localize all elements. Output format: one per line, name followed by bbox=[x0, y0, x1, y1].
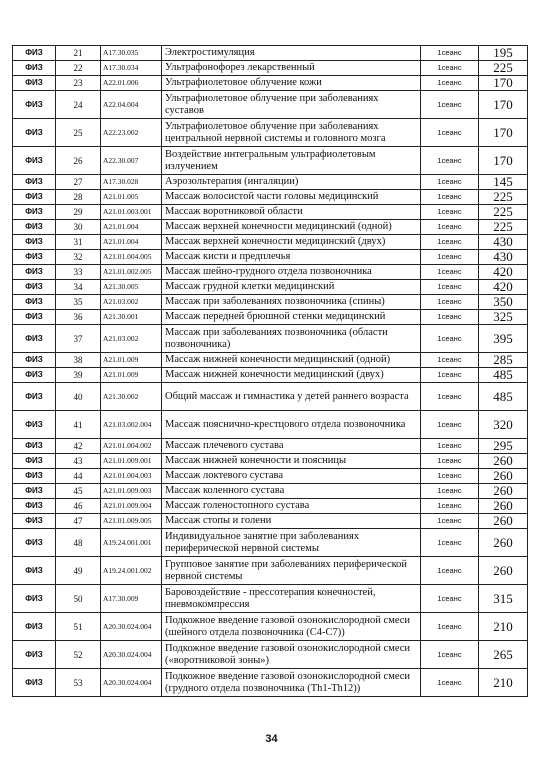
price-cell: 225 bbox=[479, 220, 528, 235]
service-name-cell: Массаж голеностопного сустава bbox=[162, 499, 421, 514]
category-cell: ФИЗ bbox=[13, 585, 56, 613]
service-code-cell: A21.03.002 bbox=[101, 295, 162, 310]
category-cell: ФИЗ bbox=[13, 250, 56, 265]
service-name-cell: Массаж нижней конечности медицинский (двух) bbox=[162, 368, 421, 383]
price-cell: 260 bbox=[479, 484, 528, 499]
price-cell: 225 bbox=[479, 190, 528, 205]
row-number-cell: 42 bbox=[56, 439, 101, 454]
table-row bbox=[13, 514, 528, 529]
service-name-cell: Ультрафиолетовое облучение при заболеваниях центральной нервной системы и головного мозга bbox=[162, 119, 421, 147]
unit-cell: 1сеанс bbox=[421, 529, 479, 557]
service-code-cell: A21.01.009 bbox=[101, 368, 162, 383]
unit-cell: 1сеанс bbox=[421, 585, 479, 613]
row-number-cell: 47 bbox=[56, 514, 101, 529]
table-row bbox=[13, 411, 528, 439]
service-name-cell: Массаж при заболеваниях позвоночника (области позвоночника) bbox=[162, 325, 421, 353]
price-cell: 210 bbox=[479, 613, 528, 641]
category-cell: ФИЗ bbox=[13, 119, 56, 147]
category-cell: ФИЗ bbox=[13, 514, 56, 529]
service-code-cell: A17.30.009 bbox=[101, 585, 162, 613]
price-cell: 430 bbox=[479, 235, 528, 250]
price-cell: 210 bbox=[479, 669, 528, 697]
table-row bbox=[13, 265, 528, 280]
price-cell: 285 bbox=[479, 353, 528, 368]
unit-cell: 1сеанс bbox=[421, 295, 479, 310]
service-code-cell: A21.01.003.001 bbox=[101, 205, 162, 220]
row-number-cell: 22 bbox=[56, 61, 101, 76]
service-name-cell: Массаж верхней конечности медицинский (двух) bbox=[162, 235, 421, 250]
row-number-cell: 38 bbox=[56, 353, 101, 368]
service-name-cell: Массаж верхней конечности медицинский (одной) bbox=[162, 220, 421, 235]
service-name-cell: Ультрафиолетовое облучение при заболеваниях суставов bbox=[162, 91, 421, 119]
row-number-cell: 35 bbox=[56, 295, 101, 310]
unit-cell: 1сеанс bbox=[421, 411, 479, 439]
category-cell: ФИЗ bbox=[13, 411, 56, 439]
category-cell: ФИЗ bbox=[13, 220, 56, 235]
row-number-cell: 27 bbox=[56, 175, 101, 190]
row-number-cell: 26 bbox=[56, 147, 101, 175]
price-cell: 225 bbox=[479, 61, 528, 76]
unit-cell: 1сеанс bbox=[421, 613, 479, 641]
service-name-cell: Массаж шейно-грудного отдела позвоночника bbox=[162, 265, 421, 280]
service-code-cell: A22.23.002 bbox=[101, 119, 162, 147]
service-code-cell: A21.01.004.005 bbox=[101, 250, 162, 265]
unit-cell: 1сеанс bbox=[421, 353, 479, 368]
unit-cell: 1сеанс bbox=[421, 76, 479, 91]
table-row bbox=[13, 147, 528, 175]
service-code-cell: A20.30.024.004 bbox=[101, 669, 162, 697]
service-name-cell: Массаж плечевого сустава bbox=[162, 439, 421, 454]
price-cell: 430 bbox=[479, 250, 528, 265]
table-row bbox=[13, 454, 528, 469]
price-cell: 145 bbox=[479, 175, 528, 190]
unit-cell: 1сеанс bbox=[421, 250, 479, 265]
category-cell: ФИЗ bbox=[13, 484, 56, 499]
page-number: 34 bbox=[265, 733, 278, 745]
category-cell: ФИЗ bbox=[13, 265, 56, 280]
row-number-cell: 36 bbox=[56, 310, 101, 325]
price-cell: 260 bbox=[479, 557, 528, 585]
unit-cell: 1сеанс bbox=[421, 669, 479, 697]
category-cell: ФИЗ bbox=[13, 205, 56, 220]
table-row bbox=[13, 280, 528, 295]
row-number-cell: 40 bbox=[56, 383, 101, 411]
category-cell: ФИЗ bbox=[13, 91, 56, 119]
row-number-cell: 41 bbox=[56, 411, 101, 439]
row-number-cell: 45 bbox=[56, 484, 101, 499]
unit-cell: 1сеанс bbox=[421, 280, 479, 295]
price-cell: 260 bbox=[479, 454, 528, 469]
row-number-cell: 50 bbox=[56, 585, 101, 613]
unit-cell: 1сеанс bbox=[421, 61, 479, 76]
service-name-cell: Подкожное введение газовой озонокислородной смеси (грудного отдела позвоночника (Th1-Th12)) bbox=[162, 669, 421, 697]
service-name-cell: Массаж пояснично-крестцового отдела позвоночника bbox=[162, 411, 421, 439]
category-cell: ФИЗ bbox=[13, 76, 56, 91]
unit-cell: 1сеанс bbox=[421, 641, 479, 669]
price-cell: 170 bbox=[479, 91, 528, 119]
service-code-cell: A21.01.004 bbox=[101, 235, 162, 250]
unit-cell: 1сеанс bbox=[421, 439, 479, 454]
table-row bbox=[13, 368, 528, 383]
row-number-cell: 30 bbox=[56, 220, 101, 235]
unit-cell: 1сеанс bbox=[421, 147, 479, 175]
price-cell: 260 bbox=[479, 529, 528, 557]
service-code-cell: A21.03.002.004 bbox=[101, 411, 162, 439]
price-cell: 420 bbox=[479, 280, 528, 295]
service-name-cell: Массаж волосистой части головы медицинский bbox=[162, 190, 421, 205]
category-cell: ФИЗ bbox=[13, 61, 56, 76]
unit-cell: 1сеанс bbox=[421, 383, 479, 411]
row-number-cell: 48 bbox=[56, 529, 101, 557]
unit-cell: 1сеанс bbox=[421, 119, 479, 147]
category-cell: ФИЗ bbox=[13, 175, 56, 190]
price-cell: 195 bbox=[479, 46, 528, 61]
service-name-cell: Индивидуальное занятие при заболеваниях периферической нервной системы bbox=[162, 529, 421, 557]
category-cell: ФИЗ bbox=[13, 353, 56, 368]
price-cell: 260 bbox=[479, 469, 528, 484]
unit-cell: 1сеанс bbox=[421, 499, 479, 514]
category-cell: ФИЗ bbox=[13, 469, 56, 484]
table-row bbox=[13, 91, 528, 119]
service-name-cell: Ультрафонофорез лекарственный bbox=[162, 61, 421, 76]
service-code-cell: A20.30.024.004 bbox=[101, 613, 162, 641]
row-number-cell: 32 bbox=[56, 250, 101, 265]
service-code-cell: A19.24.001.001 bbox=[101, 529, 162, 557]
price-cell: 420 bbox=[479, 265, 528, 280]
service-name-cell: Электростимуляция bbox=[162, 46, 421, 61]
price-cell: 485 bbox=[479, 383, 528, 411]
row-number-cell: 43 bbox=[56, 454, 101, 469]
price-cell: 325 bbox=[479, 310, 528, 325]
row-number-cell: 21 bbox=[56, 46, 101, 61]
service-code-cell: A22.30.007 bbox=[101, 147, 162, 175]
category-cell: ФИЗ bbox=[13, 46, 56, 61]
row-number-cell: 33 bbox=[56, 265, 101, 280]
service-code-cell: A21.03.002 bbox=[101, 325, 162, 353]
price-cell: 170 bbox=[479, 147, 528, 175]
service-code-cell: A21.01.009.001 bbox=[101, 454, 162, 469]
price-cell: 485 bbox=[479, 368, 528, 383]
unit-cell: 1сеанс bbox=[421, 190, 479, 205]
price-list-table bbox=[12, 45, 528, 697]
category-cell: ФИЗ bbox=[13, 235, 56, 250]
unit-cell: 1сеанс bbox=[421, 368, 479, 383]
category-cell: ФИЗ bbox=[13, 383, 56, 411]
service-code-cell: A21.01.009.005 bbox=[101, 514, 162, 529]
service-name-cell: Массаж передней брюшной стенки медицинский bbox=[162, 310, 421, 325]
table-row bbox=[13, 469, 528, 484]
category-cell: ФИЗ bbox=[13, 439, 56, 454]
table-row bbox=[13, 295, 528, 310]
price-cell: 295 bbox=[479, 439, 528, 454]
table-row bbox=[13, 61, 528, 76]
table-row bbox=[13, 353, 528, 368]
category-cell: ФИЗ bbox=[13, 641, 56, 669]
row-number-cell: 39 bbox=[56, 368, 101, 383]
table-row bbox=[13, 669, 528, 697]
price-cell: 170 bbox=[479, 119, 528, 147]
category-cell: ФИЗ bbox=[13, 557, 56, 585]
service-code-cell: A21.30.001 bbox=[101, 310, 162, 325]
unit-cell: 1сеанс bbox=[421, 205, 479, 220]
price-cell: 260 bbox=[479, 499, 528, 514]
table-row bbox=[13, 220, 528, 235]
category-cell: ФИЗ bbox=[13, 280, 56, 295]
service-name-cell: Баровоздействие - прессотерапия конечностей, пневмокомпрессия bbox=[162, 585, 421, 613]
service-code-cell: A22.01.006 bbox=[101, 76, 162, 91]
service-name-cell: Групповое занятие при заболеваниях периферической нервной системы bbox=[162, 557, 421, 585]
unit-cell: 1сеанс bbox=[421, 235, 479, 250]
service-code-cell: A19.24.001.002 bbox=[101, 557, 162, 585]
table-body bbox=[13, 46, 528, 697]
unit-cell: 1сеанс bbox=[421, 46, 479, 61]
table-row bbox=[13, 250, 528, 265]
unit-cell: 1сеанс bbox=[421, 175, 479, 190]
row-number-cell: 25 bbox=[56, 119, 101, 147]
price-cell: 170 bbox=[479, 76, 528, 91]
service-name-cell: Аэрозольтерапия (ингаляции) bbox=[162, 175, 421, 190]
unit-cell: 1сеанс bbox=[421, 265, 479, 280]
price-cell: 320 bbox=[479, 411, 528, 439]
service-name-cell: Массаж нижней конечности и поясницы bbox=[162, 454, 421, 469]
row-number-cell: 51 bbox=[56, 613, 101, 641]
category-cell: ФИЗ bbox=[13, 310, 56, 325]
unit-cell: 1сеанс bbox=[421, 557, 479, 585]
table-row bbox=[13, 439, 528, 454]
service-code-cell: A17.30.028 bbox=[101, 175, 162, 190]
category-cell: ФИЗ bbox=[13, 295, 56, 310]
table-row bbox=[13, 641, 528, 669]
service-code-cell: A21.01.005 bbox=[101, 190, 162, 205]
category-cell: ФИЗ bbox=[13, 190, 56, 205]
service-name-cell: Массаж стопы и голени bbox=[162, 514, 421, 529]
service-name-cell: Массаж нижней конечности медицинский (одной) bbox=[162, 353, 421, 368]
category-cell: ФИЗ bbox=[13, 454, 56, 469]
service-code-cell: A21.01.002.005 bbox=[101, 265, 162, 280]
unit-cell: 1сеанс bbox=[421, 325, 479, 353]
service-code-cell: A21.01.004 bbox=[101, 220, 162, 235]
unit-cell: 1сеанс bbox=[421, 91, 479, 119]
service-name-cell: Массаж грудной клетки медицинский bbox=[162, 280, 421, 295]
table-row bbox=[13, 310, 528, 325]
unit-cell: 1сеанс bbox=[421, 310, 479, 325]
row-number-cell: 44 bbox=[56, 469, 101, 484]
service-code-cell: A21.01.009.003 bbox=[101, 484, 162, 499]
table-row bbox=[13, 205, 528, 220]
row-number-cell: 53 bbox=[56, 669, 101, 697]
table-row bbox=[13, 557, 528, 585]
table-row bbox=[13, 585, 528, 613]
unit-cell: 1сеанс bbox=[421, 469, 479, 484]
category-cell: ФИЗ bbox=[13, 529, 56, 557]
row-number-cell: 52 bbox=[56, 641, 101, 669]
service-name-cell: Подкожное введение газовой озонокислородной смеси (шейного отдела позвоночника (С4-С7)) bbox=[162, 613, 421, 641]
service-name-cell: Массаж при заболеваниях позвоночника (спины) bbox=[162, 295, 421, 310]
service-name-cell: Массаж воротниковой области bbox=[162, 205, 421, 220]
table-row bbox=[13, 613, 528, 641]
row-number-cell: 28 bbox=[56, 190, 101, 205]
service-code-cell: A17.30.034 bbox=[101, 61, 162, 76]
service-code-cell: A21.01.004.003 bbox=[101, 469, 162, 484]
table-row bbox=[13, 325, 528, 353]
category-cell: ФИЗ bbox=[13, 613, 56, 641]
table-row bbox=[13, 76, 528, 91]
row-number-cell: 29 bbox=[56, 205, 101, 220]
unit-cell: 1сеанс bbox=[421, 514, 479, 529]
price-cell: 260 bbox=[479, 514, 528, 529]
table-row bbox=[13, 529, 528, 557]
service-name-cell: Общий массаж и гимнастика у детей раннего возраста bbox=[162, 383, 421, 411]
price-cell: 350 bbox=[479, 295, 528, 310]
row-number-cell: 49 bbox=[56, 557, 101, 585]
service-code-cell: A21.01.009 bbox=[101, 353, 162, 368]
price-cell: 395 bbox=[479, 325, 528, 353]
service-code-cell: A21.01.004.002 bbox=[101, 439, 162, 454]
unit-cell: 1сеанс bbox=[421, 484, 479, 499]
table-row bbox=[13, 119, 528, 147]
table-row bbox=[13, 175, 528, 190]
service-code-cell: A22.04.004 bbox=[101, 91, 162, 119]
table-row bbox=[13, 235, 528, 250]
category-cell: ФИЗ bbox=[13, 669, 56, 697]
unit-cell: 1сеанс bbox=[421, 220, 479, 235]
price-cell: 265 bbox=[479, 641, 528, 669]
row-number-cell: 37 bbox=[56, 325, 101, 353]
service-code-cell: A20.30.024.004 bbox=[101, 641, 162, 669]
service-name-cell: Воздействие интегральным ультрафиолетовым излучением bbox=[162, 147, 421, 175]
row-number-cell: 23 bbox=[56, 76, 101, 91]
service-name-cell: Массаж локтевого сустава bbox=[162, 469, 421, 484]
service-name-cell: Подкожное введение газовой озонокислородной смеси («воротниковой зоны») bbox=[162, 641, 421, 669]
category-cell: ФИЗ bbox=[13, 499, 56, 514]
category-cell: ФИЗ bbox=[13, 325, 56, 353]
service-name-cell: Ультрафиолетовое облучение кожи bbox=[162, 76, 421, 91]
row-number-cell: 31 bbox=[56, 235, 101, 250]
service-name-cell: Массаж коленного сустава bbox=[162, 484, 421, 499]
row-number-cell: 24 bbox=[56, 91, 101, 119]
service-code-cell: A21.01.009.004 bbox=[101, 499, 162, 514]
service-code-cell: A21.30.005 bbox=[101, 280, 162, 295]
category-cell: ФИЗ bbox=[13, 147, 56, 175]
category-cell: ФИЗ bbox=[13, 368, 56, 383]
service-name-cell: Массаж кисти и предплечья bbox=[162, 250, 421, 265]
price-cell: 315 bbox=[479, 585, 528, 613]
table-row bbox=[13, 46, 528, 61]
table-row bbox=[13, 499, 528, 514]
table-row bbox=[13, 190, 528, 205]
service-code-cell: A21.30.002 bbox=[101, 383, 162, 411]
row-number-cell: 46 bbox=[56, 499, 101, 514]
table-row bbox=[13, 484, 528, 499]
table-row bbox=[13, 383, 528, 411]
unit-cell: 1сеанс bbox=[421, 454, 479, 469]
row-number-cell: 34 bbox=[56, 280, 101, 295]
service-code-cell: A17.30.035 bbox=[101, 46, 162, 61]
price-cell: 225 bbox=[479, 205, 528, 220]
